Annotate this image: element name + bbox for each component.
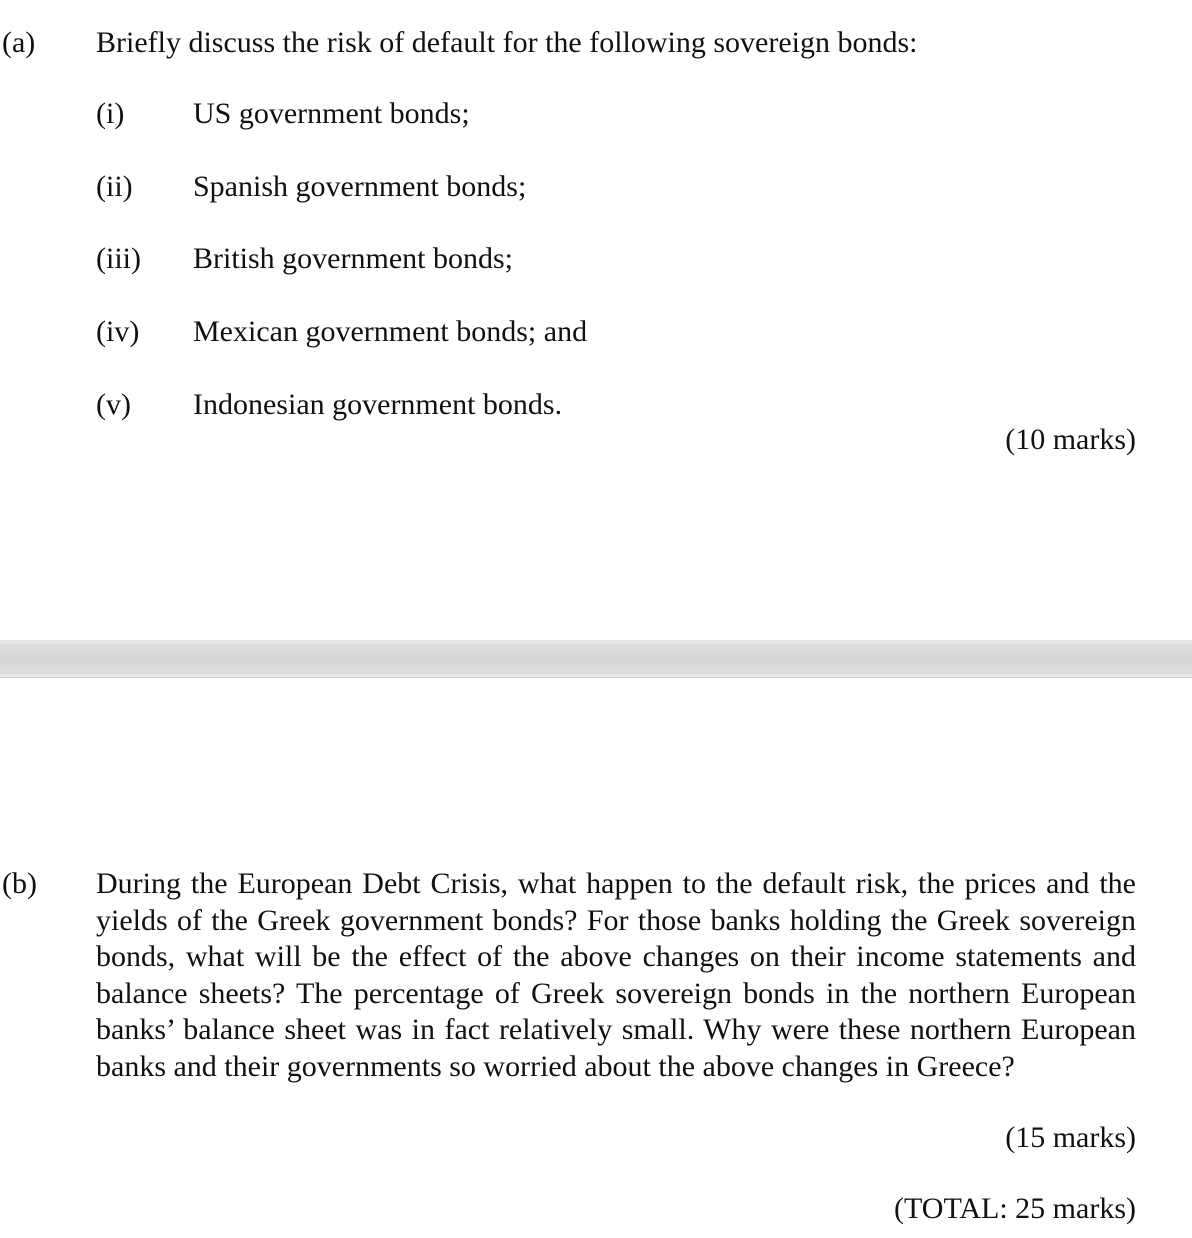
item-text: US government bonds;	[193, 97, 470, 130]
part-a-item-iv	[96, 314, 796, 354]
part-a-item-iii	[96, 241, 796, 281]
part-a-item-v	[96, 387, 796, 427]
page-break-divider	[0, 640, 1192, 678]
part-b-label: (b)	[2, 867, 37, 900]
item-text: British government bonds;	[193, 242, 513, 275]
item-label: (ii)	[96, 170, 133, 203]
part-a-item-i	[96, 96, 796, 136]
part-a-item-ii	[96, 169, 796, 209]
item-label: (v)	[96, 388, 131, 421]
part-b-marks: (15 marks)	[1005, 1121, 1136, 1154]
item-text: Indonesian government bonds.	[193, 388, 563, 421]
total-marks: (TOTAL: 25 marks)	[894, 1192, 1136, 1225]
item-label: (iv)	[96, 315, 140, 348]
item-label: (iii)	[96, 242, 141, 275]
part-a-marks: (10 marks)	[1005, 423, 1136, 456]
part-a-question: Briefly discuss the risk of default for the following sovereign bonds:	[96, 26, 918, 59]
part-b-question: During the European Debt Crisis, what happen to the default risk, the prices and the yields of the Greek government bonds? For those banks holding the Greek sovereign bonds, what will be the effect of the above changes on their income statements and balance sheets? The percentage of Greek sovereign bonds in the northern European banks’ balance sheet was in fact relatively small. Why were these northern European banks and their governments so worried about the above changes in Greece?	[96, 867, 1136, 1083]
part-a-label: (a)	[2, 26, 36, 59]
item-label: (i)	[96, 97, 125, 130]
item-text: Mexican government bonds; and	[193, 315, 588, 348]
item-text: Spanish government bonds;	[193, 170, 527, 203]
